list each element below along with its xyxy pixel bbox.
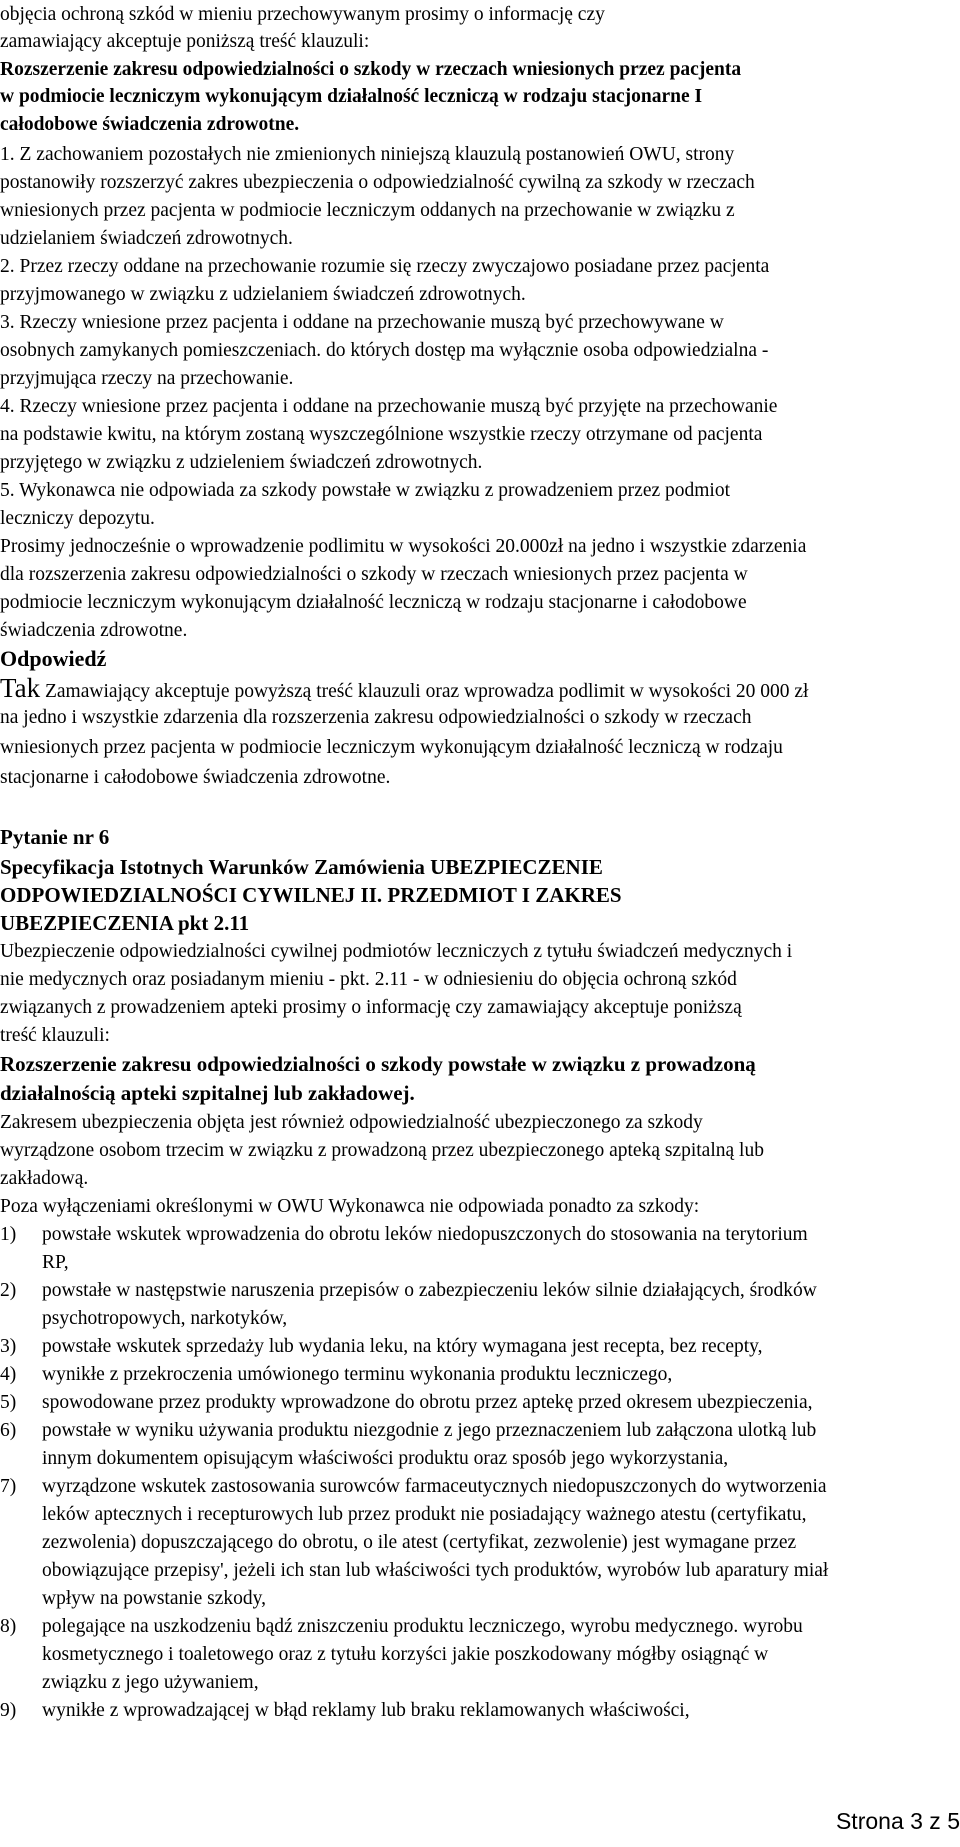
list-number: 8) <box>0 1616 17 1637</box>
text-line: objęcia ochroną szkód w mieniu przechowywanym prosimy o informację czy <box>0 4 605 25</box>
list-item-text: wynikłe z wprowadzającej w błąd reklamy lub braku reklamowanych właściwości, <box>42 1700 690 1721</box>
clause-point-4: przyjętego w związku z udzieleniem świadczeń zdrowotnych. <box>0 452 483 473</box>
list-number: 3) <box>0 1336 17 1357</box>
sublimit-request: dla rozszerzenia zakresu odpowiedzialności o szkody w rzeczach wniesionych przez pacjenta w <box>0 564 748 585</box>
list-item-text: powstałe wskutek sprzedaży lub wydania leku, na który wymagana jest recepta, bez recepty, <box>42 1336 763 1357</box>
answer-label: Odpowiedź <box>0 646 107 671</box>
clause-title-line: działalnością apteki szpitalnej lub zakładowej. <box>0 1081 415 1105</box>
list-item-text: powstałe w wyniku używania produktu niezgodnie z jego przeznaczeniem lub załączona ulotką lub <box>42 1420 817 1441</box>
answer-tak: Tak <box>0 673 41 703</box>
clause-point-3: przyjmująca rzeczy na przechowanie. <box>0 368 294 389</box>
clause-point-1: wniesionych przez pacjenta w podmiocie leczniczym oddanych na przechowanie w związku z <box>0 200 735 221</box>
clause-title-line: w podmiocie leczniczym wykonującym działalność leczniczą w rodzaju stacjonarne I <box>0 86 703 107</box>
list-item-text: powstałe w następstwie naruszenia przepisów o zabezpieczeniu leków silnie działających, środków <box>42 1280 817 1301</box>
clause-point-4: 4. Rzeczy wniesione przez pacjenta i oddane na przechowanie muszą być przyjęte na przechowanie <box>0 396 778 417</box>
question-intro: treść klauzuli: <box>0 1025 110 1046</box>
question-intro: związanych z prowadzeniem apteki prosimy o informację czy zamawiający akceptuje poniższą <box>0 997 742 1018</box>
list-item-text: innym dokumentem opisującym właściwości produktu oraz sposób jego wykorzystania, <box>42 1448 729 1469</box>
text-line: zamawiający akceptuje poniższą treść klauzuli: <box>0 31 370 52</box>
list-item-text: leków aptecznych i recepturowych lub przez produkt nie posiadający ważnego atestu (certyfikatu, <box>42 1504 807 1525</box>
page-number: Strona 3 z 5 <box>835 1808 960 1834</box>
clause-point-1: 1. Z zachowaniem pozostałych nie zmienionych niniejszą klauzulą postanowień OWU, strony <box>0 144 735 165</box>
list-number: 6) <box>0 1420 17 1441</box>
exclusions-intro: Poza wyłączeniami określonymi w OWU Wykonawca nie odpowiada ponadto za szkody: <box>0 1196 700 1217</box>
clause-title-line: Rozszerzenie zakresu odpowiedzialności o szkody w rzeczach wniesionych przez pacjenta <box>0 59 742 80</box>
clause-point-2: przyjmowanego w związku z udzielaniem świadczeń zdrowotnych. <box>0 284 526 305</box>
question-title: Pytanie nr 6 <box>0 825 110 849</box>
answer-text: Zamawiający akceptuje powyższą treść klauzuli oraz wprowadza podlimit w wysokości 20 000 zł <box>40 681 809 702</box>
list-item-text: kosmetycznego i toaletowego oraz z tytułu korzyści jakie poszkodowany mógłby osiągnąć w <box>42 1644 769 1665</box>
question-intro: Ubezpieczenie odpowiedzialności cywilnej podmiotów leczniczych z tytułu świadczeń medycznych i <box>0 941 793 962</box>
clause-title-line: Rozszerzenie zakresu odpowiedzialności o szkody powstałe w związku z prowadzoną <box>0 1052 756 1076</box>
spec-heading: UBEZPIECZENIA pkt 2.11 <box>0 911 250 935</box>
list-item-text: wynikłe z przekroczenia umówionego terminu wykonania produktu leczniczego, <box>42 1364 673 1385</box>
question-intro: nie medycznych oraz posiadanym mieniu - pkt. 2.11 - w odniesieniu do objęcia ochroną szkód <box>0 969 737 990</box>
clause-point-3: 3. Rzeczy wniesione przez pacjenta i oddane na przechowanie muszą być przechowywane w <box>0 312 724 333</box>
answer-line <box>0 673 808 707</box>
list-number: 2) <box>0 1280 17 1301</box>
list-number: 7) <box>0 1476 17 1497</box>
clause-point-1: postanowiły rozszerzyć zakres ubezpieczenia o odpowiedzialność cywilną za szkody w rzeczach <box>0 172 755 193</box>
spec-heading: ODPOWIEDZIALNOŚCI CYWILNEJ II. PRZEDMIOT I ZAKRES <box>0 883 622 907</box>
scope-text: zakładową. <box>0 1168 89 1189</box>
list-number: 1) <box>0 1224 17 1245</box>
list-item-text: RP, <box>42 1252 69 1273</box>
clause-point-1: udzielaniem świadczeń zdrowotnych. <box>0 228 293 249</box>
list-item-text: spowodowane przez produkty wprowadzone do obrotu przez aptekę przed okresem ubezpieczenia, <box>42 1392 813 1413</box>
scope-text: wyrządzone osobom trzecim w związku z prowadzoną przez ubezpieczonego apteką szpitalną lub <box>0 1140 764 1161</box>
answer-line: stacjonarne i całodobowe świadczenia zdrowotne. <box>0 767 391 788</box>
list-number: 4) <box>0 1364 17 1385</box>
list-item-text: związku z jego używaniem, <box>42 1672 259 1693</box>
sublimit-request: świadczenia zdrowotne. <box>0 620 188 641</box>
sublimit-request: podmiocie leczniczym wykonującym działalność leczniczą w rodzaju stacjonarne i całodobowe <box>0 592 747 613</box>
list-item-text: zezwolenia) dopuszczającego do obrotu, o ile atest (certyfikat, zezwolenie) jest wymagane przez <box>42 1532 797 1553</box>
sublimit-request: Prosimy jednocześnie o wprowadzenie podlimitu w wysokości 20.000zł na jedno i wszystkie zdarzenia <box>0 536 807 557</box>
spec-heading: Specyfikacja Istotnych Warunków Zamówienia UBEZPIECZENIE <box>0 855 603 879</box>
list-item-text: psychotropowych, narkotyków, <box>42 1308 288 1329</box>
scope-text: Zakresem ubezpieczenia objęta jest również odpowiedzialność ubezpieczonego za szkody <box>0 1112 703 1133</box>
answer-line: wniesionych przez pacjenta w podmiocie leczniczym wykonującym działalność leczniczą w rodzaju <box>0 737 783 758</box>
list-item-text: wyrządzone wskutek zastosowania surowców farmaceutycznych niedopuszczonych do wytworzenia <box>42 1476 827 1497</box>
clause-point-2: 2. Przez rzeczy oddane na przechowanie rozumie się rzeczy zwyczajowo posiadane przez pacjenta <box>0 256 770 277</box>
clause-point-5: 5. Wykonawca nie odpowiada za szkody powstałe w związku z prowadzeniem przez podmiot <box>0 480 731 501</box>
list-item-text: powstałe wskutek wprowadzenia do obrotu leków niedopuszczonych do stosowania na terytorium <box>42 1224 808 1245</box>
list-item-text: polegające na uszkodzeniu bądź zniszczeniu produktu leczniczego, wyrobu medycznego. wyrobu <box>42 1616 803 1637</box>
list-item-text: wpływ na powstanie szkody, <box>42 1588 267 1609</box>
clause-title-line: całodobowe świadczenia zdrowotne. <box>0 114 300 135</box>
clause-point-3: osobnych zamykanych pomieszczeniach. do których dostęp ma wyłącznie osoba odpowiedzialna - <box>0 340 769 361</box>
list-item-text: obowiązujące przepisy', jeżeli ich stan lub właściwości tych produktów, wyrobów lub aparatury miał <box>42 1560 829 1581</box>
clause-point-4: na podstawie kwitu, na którym zostaną wyszczególnione wszystkie rzeczy otrzymane od pacjenta <box>0 424 763 445</box>
answer-line: na jedno i wszystkie zdarzenia dla rozszerzenia zakresu odpowiedzialności o szkody w rzeczach <box>0 707 752 728</box>
list-number: 9) <box>0 1700 17 1721</box>
list-number: 5) <box>0 1392 17 1413</box>
clause-point-5: leczniczy depozytu. <box>0 508 155 529</box>
